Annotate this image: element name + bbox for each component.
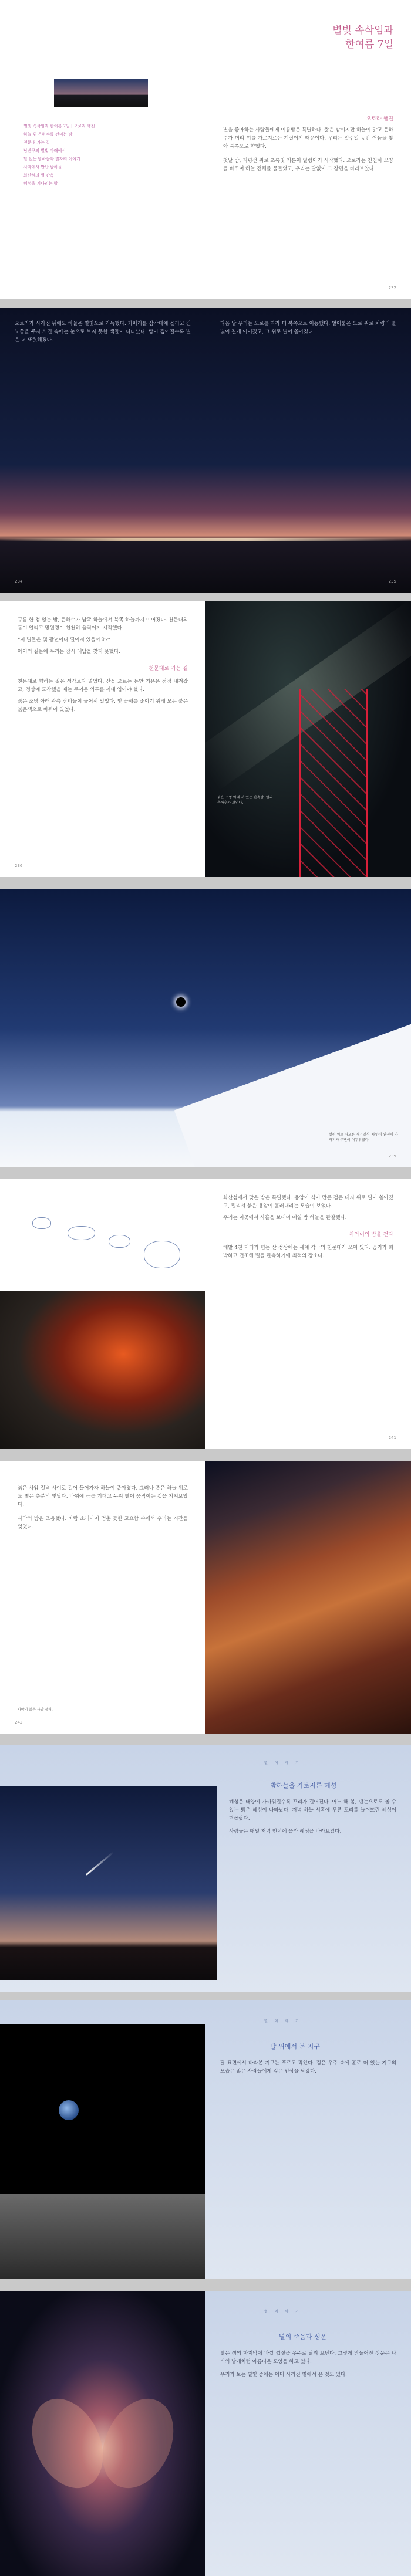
earth bbox=[59, 2100, 79, 2120]
spread-7 bbox=[0, 1745, 411, 1992]
body-text bbox=[18, 616, 188, 714]
paragraph: 혜성은 태양에 가까워질수록 꼬리가 길어진다. 어느 해 봄, 맨눈으로도 볼 수 있는 밝은 혜성이 나타났다. 저녁 하늘 서쪽에 푸른 꼬리를 늘어뜨린 혜성이 떠올랐다. bbox=[229, 1799, 396, 1822]
left-page bbox=[0, 601, 206, 877]
toc-item[interactable]: 화산섬의 별 관측 bbox=[23, 173, 54, 178]
paragraph: 화산섬에서 맞은 밤은 특별했다. 용암이 식어 만든 검은 대지 위로 별이 쏟아졌고, 멀리서 붉은 용암이 흘러내리는 모습이 보였다. bbox=[223, 1195, 393, 1209]
right-page bbox=[206, 0, 411, 299]
body-text-left bbox=[15, 320, 191, 344]
paragraph: 다음 날 우리는 도로를 따라 더 북쪽으로 이동했다. 얼어붙은 도로 위로 차량의 불빛이 길게 이어졌고, 그 위로 별이 쏟아졌다. bbox=[220, 321, 396, 335]
left-page bbox=[0, 0, 206, 299]
night-road-photo bbox=[0, 308, 411, 593]
toc-item[interactable]: 남반구의 별빛 아래에서 bbox=[23, 148, 66, 153]
section-title: 밤하늘을 가로지른 혜성 bbox=[270, 1782, 337, 1789]
canyon-photo bbox=[206, 1461, 411, 1734]
series-label: 별 이 야 기 bbox=[264, 1761, 302, 1765]
sub-heading: 하와이의 밤을 걷다 bbox=[349, 1232, 393, 1238]
observatory-tower-photo bbox=[206, 601, 411, 877]
page-number: 236 bbox=[15, 864, 23, 868]
spread-5 bbox=[0, 1179, 411, 1449]
section-title: 달 위에서 본 지구 bbox=[270, 2043, 320, 2050]
body-text-right bbox=[220, 320, 396, 336]
earthrise-photo bbox=[0, 2024, 206, 2279]
body-text bbox=[229, 1798, 396, 1836]
paragraph: 아이의 질문에 우리는 잠시 대답을 찾지 못했다. bbox=[18, 649, 120, 655]
sub-heading: 오로라 행진 bbox=[366, 116, 393, 122]
spread-2 bbox=[0, 308, 411, 593]
paragraph: 오로라가 사라진 뒤에도 하늘은 별빛으로 가득했다. 카메라를 삼각대에 올리고 긴 노출을 주자 사진 속에는 눈으로 보지 못한 색들이 나타났다. 밤이 깊어질수록 별은 더 또렷해졌다. bbox=[15, 321, 191, 343]
nebula-wing-left bbox=[18, 2387, 116, 2499]
comet bbox=[86, 1851, 114, 1876]
nebula-wing-right bbox=[89, 2387, 187, 2499]
photo-caption: 사막의 붉은 사암 절벽. bbox=[18, 1708, 53, 1712]
island bbox=[144, 1241, 180, 1268]
toc-item[interactable]: 하늘 위 은하수를 건너는 밤 bbox=[23, 132, 73, 137]
paragraph: 사람들은 매일 저녁 언덕에 올라 혜성을 바라보았다. bbox=[229, 1829, 342, 1834]
chapter-title bbox=[332, 23, 393, 52]
body-text bbox=[220, 2059, 396, 2076]
sunset-photo bbox=[54, 79, 148, 107]
red-tower bbox=[299, 689, 368, 877]
island bbox=[109, 1235, 130, 1248]
title-line-2: 한여름 7일 bbox=[345, 39, 393, 50]
paragraph: 우리는 이곳에서 사흘을 보내며 매일 밤 하늘을 관찰했다. bbox=[223, 1215, 347, 1221]
paragraph: 해발 4천 미터가 넘는 산 정상에는 세계 각국의 천문대가 모여 있다. 공기가 희박하고 건조해 별을 관측하기에 최적의 장소다. bbox=[223, 1245, 393, 1259]
photo-caption: 붉은 조명 아래 서 있는 관측탑. 멀리 은하수가 보인다. bbox=[217, 796, 273, 805]
paragraph: 붉은 조명 아래 관측 장비들이 늘어서 있었다. 빛 공해를 줄이기 위해 모든 불은 붉은색으로 바뀌어 있었다. bbox=[18, 699, 188, 713]
paragraph: 첫날 밤, 지평선 위로 초록빛 커튼이 일렁이기 시작했다. 오로라는 천천히 모양을 바꾸며 하늘 전체를 물들였고, 우리는 말없이 그 장면을 바라보았다. bbox=[223, 158, 393, 172]
comet-photo bbox=[0, 1786, 217, 1980]
eclipse-sun bbox=[176, 997, 186, 1007]
paragraph: 사막의 밤은 조용했다. 바람 소리마저 멈춘 듯한 고요함 속에서 우리는 시간을 잊었다. bbox=[18, 1516, 188, 1530]
section-title: 별의 죽음과 성운 bbox=[279, 2333, 327, 2341]
paragraph: 구름 한 점 없는 밤, 은하수가 남쪽 하늘에서 북쪽 하늘까지 이어졌다. 천문대의 돔이 열리고 망원경이 천천히 움직이기 시작했다. bbox=[18, 617, 188, 631]
left-page bbox=[0, 1461, 206, 1734]
lava-field-photo bbox=[0, 1291, 206, 1449]
title-line-1: 별빛 속삭임과 bbox=[332, 25, 393, 36]
photo-caption: 설원 위로 떠오른 개기일식. 태양이 완전히 가려지자 주변이 어두워졌다. bbox=[329, 1133, 398, 1142]
body-text bbox=[223, 126, 393, 173]
spread-9 bbox=[0, 2291, 411, 2576]
page-number: 232 bbox=[388, 286, 396, 290]
body-text bbox=[223, 1194, 393, 1260]
paragraph: 별은 생의 마지막에 바깥 껍질을 우주로 날려 보낸다. 그렇게 만들어진 성운은 나비의 날개처럼 아름다운 모양을 하고 있다. bbox=[220, 2351, 396, 2365]
eclipse-photo bbox=[0, 889, 411, 1167]
paragraph: “저 별들은 몇 광년이나 떨어져 있을까요?” bbox=[18, 637, 111, 643]
spread-4 bbox=[0, 889, 411, 1167]
toc-item[interactable]: 달 없는 밤하늘과 별자리 이야기 bbox=[23, 157, 80, 161]
spread-1 bbox=[0, 0, 411, 299]
spread-6 bbox=[0, 1461, 411, 1734]
snow-slope bbox=[174, 1010, 411, 1167]
page-number: 241 bbox=[388, 1436, 396, 1440]
toc-item[interactable]: 별빛 속삭임과 한여름 7일 | 오로라 행진 bbox=[23, 124, 95, 128]
toc-item[interactable]: 사막에서 만난 밤하늘 bbox=[23, 165, 62, 170]
island bbox=[68, 1226, 95, 1240]
sub-heading: 천문대로 가는 길 bbox=[149, 666, 188, 672]
paragraph: 붉은 사암 절벽 사이로 걸어 들어가자 하늘이 좁아졌다. 그러나 좁은 하늘 위로도 별은 충분히 빛났다. 바위에 등을 기대고 누워 별이 움직이는 것을 지켜보았다. bbox=[18, 1485, 188, 1508]
page-number-right: 235 bbox=[388, 579, 396, 584]
left-page bbox=[0, 1179, 206, 1449]
paragraph: 달 표면에서 바라본 지구는 푸르고 작았다. 검은 우주 속에 홀로 떠 있는 지구의 모습은 많은 사람들에게 깊은 인상을 남겼다. bbox=[220, 2060, 396, 2074]
page-number-left: 234 bbox=[15, 579, 23, 584]
series-label: 별 이 야 기 bbox=[264, 2019, 302, 2023]
paragraph: 천문대로 향하는 길은 생각보다 멀었다. 산을 오르는 동안 기온은 점점 내려갔고, 정상에 도착했을 때는 두꺼운 외투를 꺼내 입어야 했다. bbox=[18, 679, 188, 693]
toc-list bbox=[23, 122, 153, 188]
paragraph: 별을 좋아하는 사람들에게 여름밤은 특별하다. 짧은 밤이지만 하늘이 맑고 은하수가 머리 위를 가로지르는 계절이기 때문이다. 우리는 일주일 동안 어둠을 찾아 북쪽으로 향했다. bbox=[223, 127, 393, 150]
body-text bbox=[220, 2350, 396, 2379]
page-number: 239 bbox=[388, 1154, 396, 1159]
toc-item[interactable]: 천문대 가는 길 bbox=[23, 140, 50, 145]
hawaii-map bbox=[15, 1194, 191, 1270]
toc-item[interactable]: 혜성을 기다리는 밤 bbox=[23, 181, 58, 186]
page-number: 242 bbox=[15, 1720, 23, 1725]
right-page bbox=[206, 1179, 411, 1449]
series-label: 별 이 야 기 bbox=[264, 2310, 302, 2314]
paragraph: 우리가 보는 별빛 중에는 이미 사라진 별에서 온 것도 있다. bbox=[220, 2372, 347, 2378]
nebula-photo bbox=[0, 2291, 206, 2576]
road-lights bbox=[0, 538, 411, 541]
body-text bbox=[18, 1484, 188, 1531]
island bbox=[32, 1217, 51, 1229]
spread-8 bbox=[0, 2000, 411, 2279]
spread-3 bbox=[0, 601, 411, 877]
lunar-surface bbox=[0, 2194, 206, 2279]
